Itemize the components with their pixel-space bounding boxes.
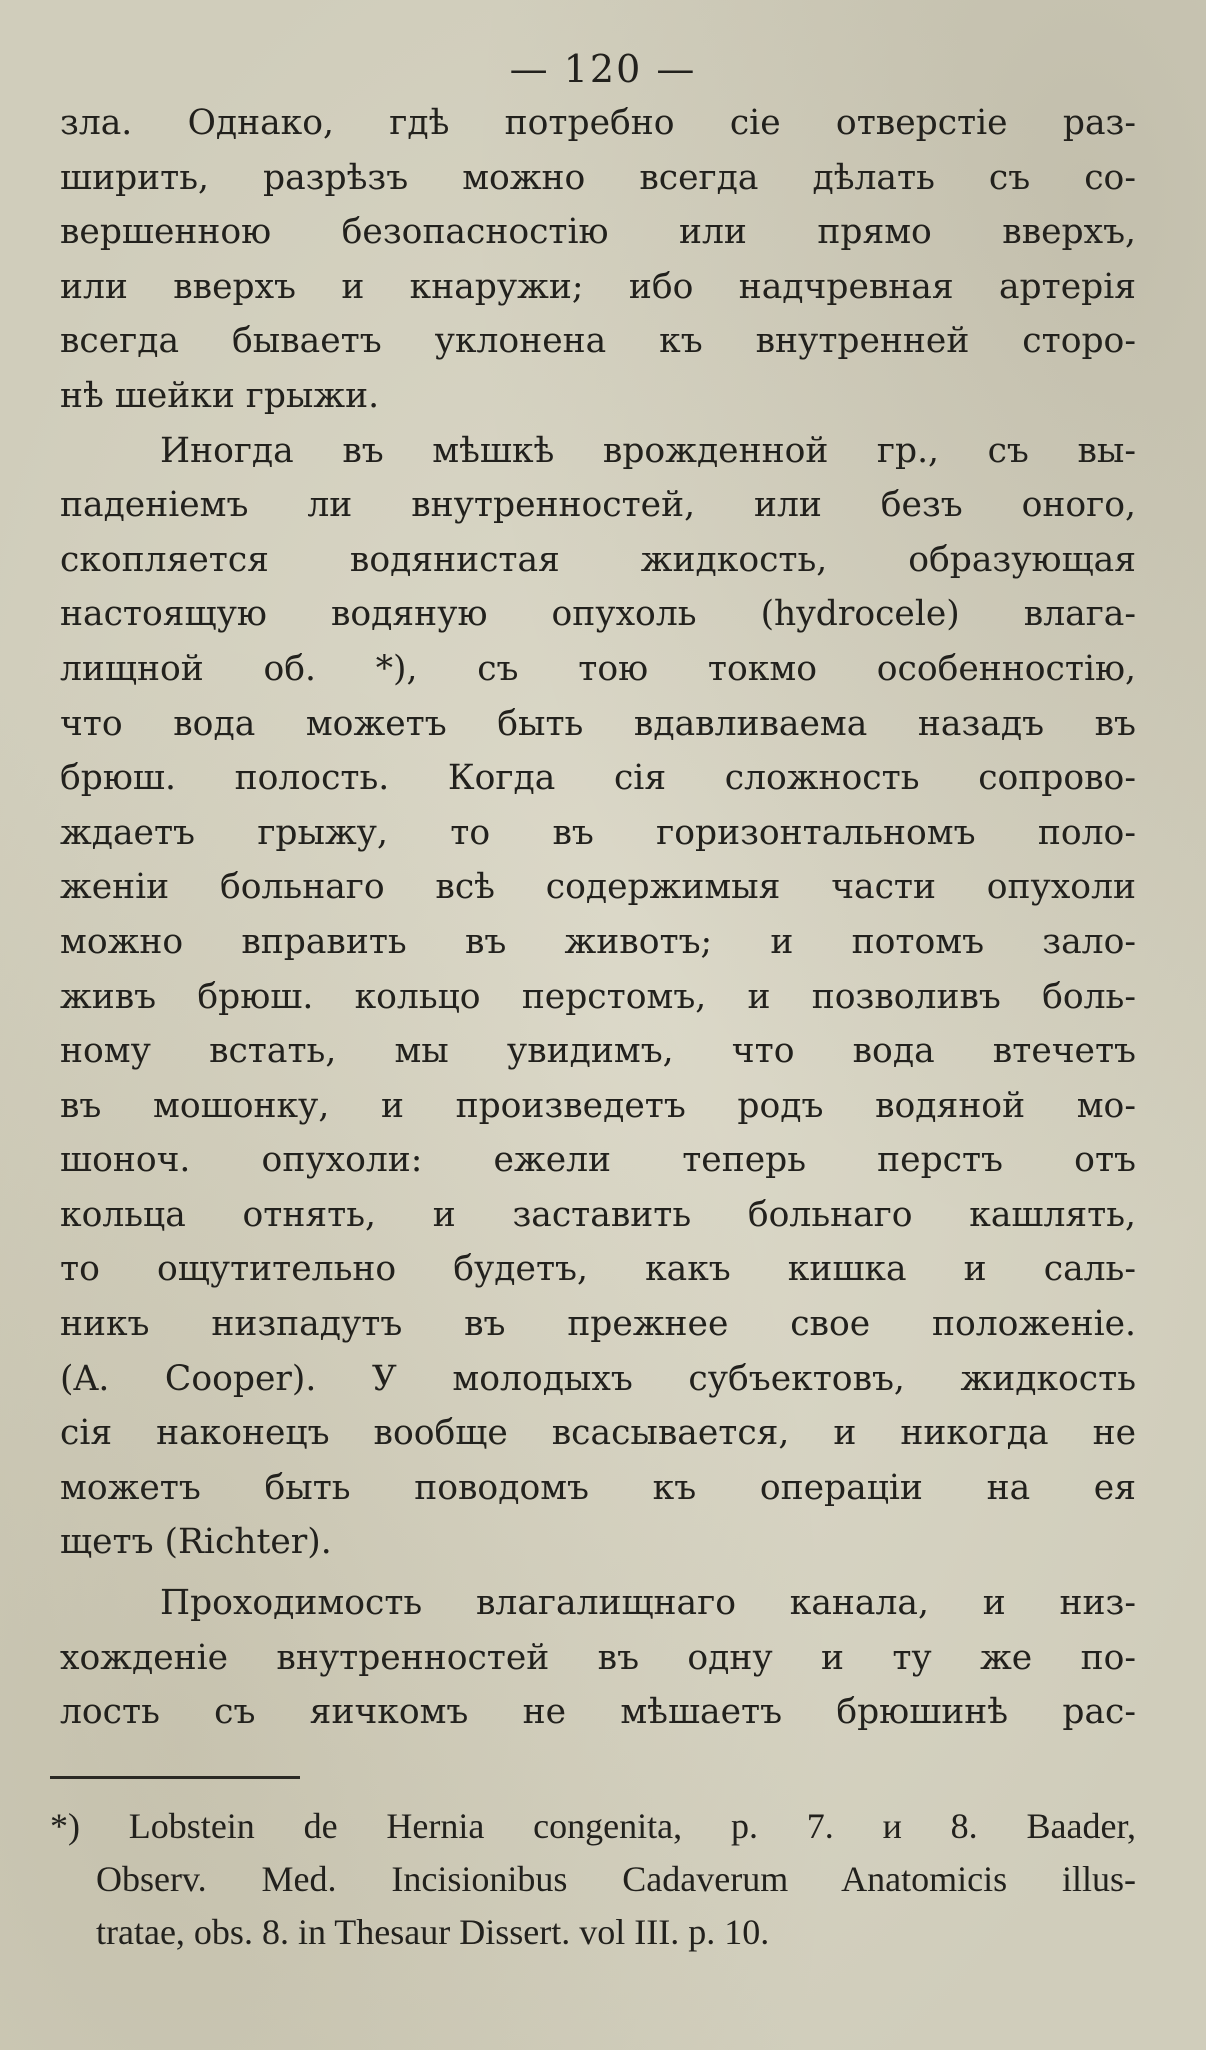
text-line: никъ низпадутъ въ прежнее свое положеніе. (60, 1304, 1136, 1345)
text-line: можетъ быть поводомъ къ операціи на ея (60, 1467, 1136, 1508)
text-line: хожденіе внутренностей въ одну и ту же по- (60, 1637, 1136, 1678)
text-line: ширить, разрѣзъ можно всегда дѣлать съ со- (60, 157, 1136, 198)
text-line: женіи больнаго всѣ содержимыя части опухоли (60, 867, 1136, 908)
footnote-line: *) Lobstein de Hernia congenita, p. 7. и 8. Baader, (50, 1806, 1136, 1846)
footnote-line: Observ. Med. Incisionibus Cadaverum Anatomicis illus- (96, 1859, 1136, 1899)
text-line: ному встать, мы увидимъ, что вода втечетъ (60, 1031, 1136, 1072)
text-line: нѣ шейки грыжи. (60, 375, 380, 416)
text-line: живъ брюш. кольцо перстомъ, и позволивъ боль- (60, 976, 1136, 1017)
text-line: Иногда въ мѣшкѣ врожденной гр., съ вы- (160, 430, 1136, 471)
text-line: щетъ (Richter). (60, 1522, 332, 1563)
text-line: шоноч. опухоли: ежели теперь перстъ отъ (60, 1140, 1136, 1181)
text-line: Проходимость влагалищнаго канала, и низ- (160, 1583, 1136, 1624)
text-line: или вверхъ и кнаружи; ибо надчревная артерія (60, 266, 1136, 307)
text-line: лость съ яичкомъ не мѣшаетъ брюшинѣ рас- (60, 1692, 1136, 1733)
text-line: (A. Cooper). У молодыхъ субъектовъ, жидкость (60, 1358, 1136, 1399)
text-line: лищной об. *), съ тою токмо особенностію, (60, 648, 1136, 689)
text-line: ждаетъ грыжу, то въ горизонтальномъ поло- (60, 812, 1136, 853)
text-line: что вода можетъ быть вдавливаема назадъ въ (60, 703, 1136, 744)
text-line: настоящую водяную опухоль (hydrocele) влага- (60, 594, 1136, 635)
text-line: то ощутительно будетъ, какъ кишка и саль- (60, 1249, 1136, 1290)
main-text (60, 96, 1136, 1740)
text-line: можно вправить въ животъ; и потомъ зало- (60, 921, 1136, 962)
text-line: паденіемъ ли внутренностей, или безъ оного, (60, 485, 1136, 526)
text-line: брюш. полость. Когда сія сложность сопрово- (60, 758, 1136, 799)
text-line: кольца отнять, и заставить больнаго кашлять, (60, 1194, 1136, 1235)
footnote (50, 1800, 1136, 1959)
text-line: зла. Однако, гдѣ потребно сіе отверстіе раз- (60, 103, 1136, 143)
text-line: скопляется водянистая жидкость, образующая (60, 539, 1136, 580)
text-line: всегда бываетъ уклонена къ внутренней сторо- (60, 321, 1136, 362)
page-number: — 120 — (509, 47, 697, 91)
text-line: въ мошонку, и произведетъ родъ водяной мо- (60, 1085, 1136, 1126)
text-line: вершенною безопасностію или прямо вверхъ, (60, 212, 1136, 253)
footnote-line: tratae, obs. 8. in Thesaur Dissert. vol III. p. 10. (96, 1912, 770, 1952)
paragraph-1 (60, 96, 1136, 424)
text-line: сія наконецъ вообще всасывается, и никогда не (60, 1413, 1136, 1454)
paragraph-2 (60, 424, 1136, 1570)
paragraph-3 (60, 1576, 1136, 1740)
footnote-separator (50, 1776, 300, 1779)
